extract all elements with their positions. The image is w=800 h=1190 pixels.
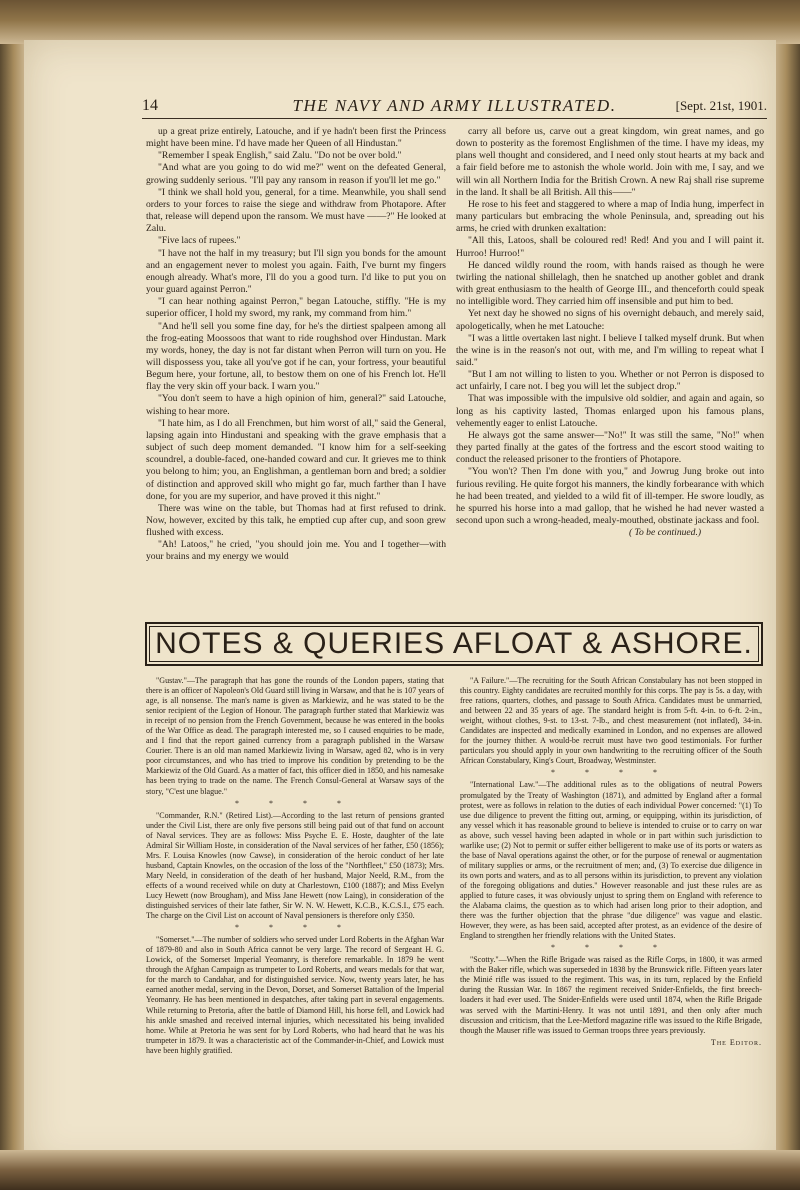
story-paragraph: "And what are you going to do wid me?" went on the defeated General, growing suddenly serious. "I'll pay any ransom in reason if you'll let me go." bbox=[146, 162, 446, 186]
story-paragraph: carry all before us, carve out a great kingdom, win great names, and go down to posterity as the foremost Englishmen of the time. I have my ideas, my plans well thought and considered, and I need only stout hearts at my back and a fair field before me to astonish the whole world. Join with me, I say, and we will win all Northern India for the British Crown. A new Raj shall rise supreme in the land. It shall be all British. All this——" bbox=[456, 126, 764, 198]
continued-text: ( To be continued.) bbox=[628, 527, 702, 539]
note-entry: "Commander, R.N." (Retired List).—According to the last return of pensions granted under the Civil List, there are only five persons still being paid out of that fund on account of Naval services. They are as follows: Miss Psyche E. E. Hoste, daughter of the late Admiral Sir William Hoste, in consideration of the Naval services of her father, £50 (1856); Mrs. F. Louisa Knowles (now Cawse), in consideration of the heroic conduct of her late husband, Captain Knowles, on the occasion of the loss of the "Northfleet," £50 (1873); Mrs. Mary Neeld, in consideration of the death of her husband, Major Neeld, R.M., from the effects of a wound received while on duty at Charlestown, £100 (1887); and Miss Evelyn Lucy Hewett (now Brougham), and Miss Jane Hewett (now Laing), in consideration of the distinguished services of their late father, Sir W. N. W. Hewett, K.C.B., K.C.S.I., £75 each. The charge on the Civil List on account of Naval pensioners is therefore only £350. bbox=[146, 810, 444, 921]
story-paragraph: "I can hear nothing against Perron," began Latouche, stiffly. "He is my superior officer, I hold my sword, my rank, my command from him." bbox=[146, 296, 446, 320]
page-number: 14 bbox=[142, 97, 158, 114]
notes-section-banner bbox=[145, 622, 763, 666]
page-bottom-edge bbox=[0, 1150, 800, 1190]
story-paragraph: "All this, Latoos, shall be coloured red! Red! And you and I will paint it. Hurroo! Hurroo!" bbox=[456, 235, 764, 259]
section-stars: * * * * bbox=[235, 923, 355, 933]
story-paragraph: "I have not the half in my treasury; but I'll sign you bonds for the amount and an engagement never to molest you again. Faith, I've burnt my fingers enough already. What's more, I'll do you a good turn. I'd like to put you on your guard against Perron." bbox=[146, 247, 446, 296]
story-paragraph: "I think we shall hold you, general, for a time. Meanwhile, you shall send orders to your forces to raise the siege and withdraw from Photapore. After that, release will depend upon the ransom. We must have ——?" He looked at Zalu. bbox=[146, 186, 446, 235]
story-column-right bbox=[456, 126, 764, 539]
note-entry: "Scotty."—When the Rifle Brigade was raised as the Rifle Corps, in 1800, it was armed with the Baker rifle, which was superseded in 1838 by the Brunswick rifle. Fifteen years later the Minié rifle was issued to the regiment. This was, in its turn, replaced by the Enfield during the Russian War. In 1867 the regiment received Snider-Enfields, the first breech-loaders it had ever used. The Snider-Enfields were used until 1874, when the Rifle Brigade was served with the Martini-Henry. It was not until 1891, and then only after much discussion and criticism, that the Lee-Metford magazine rifle was issued to the Rifle Brigade, though the Mauser rifle was issued to German troops three years previously. bbox=[460, 955, 762, 1035]
note-entry: "Somerset."—The number of soldiers who served under Lord Roberts in the Afghan War of 1879-80 and also in South Africa cannot be very large. The record of Sergeant H. G. Lowick, of the Somerset Imperial Yeomanry, is therefore remarkable. In 1879 he went through the Afghan Campaign as trumpeter to Lord Roberts, and wears medals for that war, for the march to Candahar, and for distinguished service. Now, twenty years later, he has earned another medal, serving in the Devon, Dorset, and Somerset Battalion of the Imperial Yeomanry. He has been mentioned in despatches, after taking part in several engagements. While returning to Pretoria, after the battle of Diamond Hill, his horse fell, and Lowick had his ankle smashed and received internal injuries, which necessitated his being invalided home. While at Pretoria he was sent for by Lord Roberts, who had heard that he was his trumpeter in 1879. It was a characteristic act of the Commander-in-Chief, and Lowick must have been highly gratified. bbox=[146, 935, 444, 1055]
story-paragraph: Yet next day he showed no signs of his overnight debauch, and merely said, apologetically, when he met Latouche: bbox=[456, 308, 764, 332]
story-paragraph: He always got the same answer—"No!" It was still the same, "No!" when they parted finally at the gates of the fortress and the escort stood waiting to conduct the released prisoner to the frontiers of Photapore. bbox=[456, 429, 764, 466]
editor-signature: The Editor. bbox=[710, 1037, 762, 1047]
page-top-edge bbox=[0, 0, 800, 44]
notes-section-title: NOTES & QUERIES AFLOAT & ASHORE. bbox=[155, 627, 753, 660]
story-paragraph: up a great prize entirely, Latouche, and if ye hadn't been first the Princess might have been mine. I'd have made her Queen of all Hindustan." bbox=[146, 126, 446, 150]
story-paragraph: "I was a little overtaken last night. I believe I talked myself drunk. But when the wine is in the reason's not out, with me, and I'm willing to repeat what I said." bbox=[456, 332, 764, 368]
story-paragraph: "But I am not willing to listen to you. Whether or not Perron is disposed to act unfairly, I care not. I beg you will let the subject drop." bbox=[456, 369, 764, 393]
section-stars: * * * * bbox=[235, 798, 355, 808]
to-be-continued-note bbox=[456, 527, 764, 539]
page-header bbox=[142, 94, 767, 119]
note-entry: "A Failure."—The recruiting for the South African Constabulary has not been stopped in this country. Eighty candidates are recruited monthly for this corps. The pay is 5s. a day, with free rations, quarters, clothes, and passage to South Africa. Candidates must be unmarried, and between 22 and 35 years of age. The standard height is from 5-ft. 4-in. to 6-ft. 2-in., weight, without clothes, 9-st. to 13-st. 7-lb., and chest measurement (not inflated), 34-in. Candidates are inspected and medically examined in London, and no expenses are allowed for the journey thither. A would-be recruit must have two good testimonials. For further particulars you should apply in your own handwriting to the recruiting officer of the South African Constabulary, King's Court, Broadway, Westminster. bbox=[460, 676, 762, 766]
story-paragraph: "Remember I speak English," said Zalu. "Do not be over bold." bbox=[158, 150, 402, 162]
story-paragraph: "You don't seem to have a high opinion of him, general?" said Latouche, wishing to hear more. bbox=[146, 393, 446, 417]
section-stars: * * * * bbox=[551, 943, 671, 953]
note-entry: "Gustav."—The paragraph that has gone the rounds of the London papers, stating that there is an officer of Napoleon's Old Guard still living in Warsaw, and that he is 107 years of age, is all nonsense. The man's name is given as Markiewiz, and he was stated to be the senior recipient of the Legion of Honour. The paragraph further stated that Markiewiz was in receipt of no pension from the French Government, because he was entered in the books of the War Office as dead. The paragraph interested me, so I caused enquiries to be made, and I find that the report gained currency from a paragraph published in the Warsaw Courier. There is an old man named Markiewiz living in Warsaw, aged 82, who is in very poor circumstances, and who has tried to improve his condition by pretending to be the Markiewiz of the Old Guard. As a matter of fact, this officer died in 1850, and his namesake has been trying to trade on the name. The French Consul-General at Warsaw says of the story, "C'est une blague." bbox=[146, 676, 444, 796]
running-title: THE NAVY AND ARMY ILLUSTRATED. bbox=[292, 96, 617, 115]
story-paragraph: "Ah! Latoos," he cried, "you should join me. You and I together—with your brains and my energy we would bbox=[146, 539, 446, 563]
story-paragraph: "And he'll sell you some fine day, for he's the dirtiest spalpeen among all the frog-eating Moossoos that want to ride roughshod over Hindustan. Mark my words, honey, the day is not far distant when Perron will turn on you. He will dispossess you, take all you've got if he can, your fortress, your beautiful Begum here, your fortune, all, to bestow them on one of his French lot. He'll flay the very skin off your back. I warn you." bbox=[146, 320, 446, 393]
section-stars: * * * * bbox=[551, 768, 671, 778]
notes-column-right bbox=[460, 676, 762, 1050]
story-paragraph: He danced wildly round the room, with hands raised as though he were twirling the national shillelagh, then he snatched up another goblet and drank with great enthusiasm to the health of George III., and thenceforth could speak no intelligible word. They carried him off insensible and put him to bed. bbox=[456, 259, 764, 308]
story-paragraph: That was impossible with the impulsive old soldier, and again and again, so long as his captivity lasted, Thomas enlarged upon his famous plans, vehemently eager to enlist Latouche. bbox=[456, 393, 764, 429]
story-paragraph: "I hate him, as I do all Frenchmen, but him worst of all," said the General, lapsing again into Hindustani and speaking with the grave emphasis that a subject of such deep moment demanded. "I know him for a self-seeking scoundrel, a double-faced, one-handed coward and cur. It grieves me to think you belong to him; you, an Englishman, a gentleman born and bred; a soldier of distinction and approved skill who might go far, much farther than I have done, for you are my superior, and have proved it this night." bbox=[146, 417, 446, 502]
story-paragraph: "Five lacs of rupees." bbox=[158, 235, 241, 247]
note-entry: "International Law."—The additional rules as to the obligations of neutral Powers promulgated by the Treaty of Washington (1871), and admitted by England after a formal protest, were as follows in relation to the duties of each individual Power concerned: "(1) To use due diligence to prevent the fitting out, arming, or equipping, within its jurisdiction, of any vessel which it has reasonable ground to believe is intended to cruise or to carry on war as above, such vessel having been adapted in whole or in part within such jurisdiction to warlike use; (2) Not to permit or suffer either belligerent to make use of its ports or waters as the base of Naval operations against the other, or for the purpose of renewal or augmentation of military supplies or arms, or the recruitment of men; and, (3) To exercise due diligence in its own ports and waters, and as to all persons within its jurisdiction, to prevent any violation of the foregoing obligations and duties." However reasonable and just these rules are as applied to future cases, it was obviously unjust to spring them on England with reference to the Alabama claims, the question as to which had arisen long prior to their adoption, and there was the further objection that the phrase "due diligence" was vague and elastic. However, they were, as has been said, accepted after protest, as an evidence of the desire of England to strengthen her friendly relations with the United States. bbox=[460, 780, 762, 941]
issue-date: [Sept. 21st, 1901. bbox=[675, 98, 767, 113]
story-column-left bbox=[146, 126, 446, 564]
story-paragraph: He rose to his feet and staggered to where a map of India hung, imperfect in many particulars but embracing the whole Peninsula, and, spreading out his arms, he cried with drunken exaltation: bbox=[456, 198, 764, 235]
story-paragraph: "You won't? Then I'm done with you," and Jowrug Jung broke out into furious reviling. He quite forgot his manners, the kindly forbearance with which he had been treated, and yielded to a wild fit of ill-temper. He swore loudly, as he spurred his horse into a mad gallop, that he wished he had never wasted a second upon such a wrong-headed, mealy-mouthed, obstinate jackass and fool. bbox=[456, 466, 764, 526]
story-paragraph: There was wine on the table, but Thomas had at first refused to drink. Now, however, excited by this talk, he emptied cup after cup, and soon grew flushed with excess. bbox=[146, 502, 446, 539]
notes-column-left bbox=[146, 676, 444, 1058]
